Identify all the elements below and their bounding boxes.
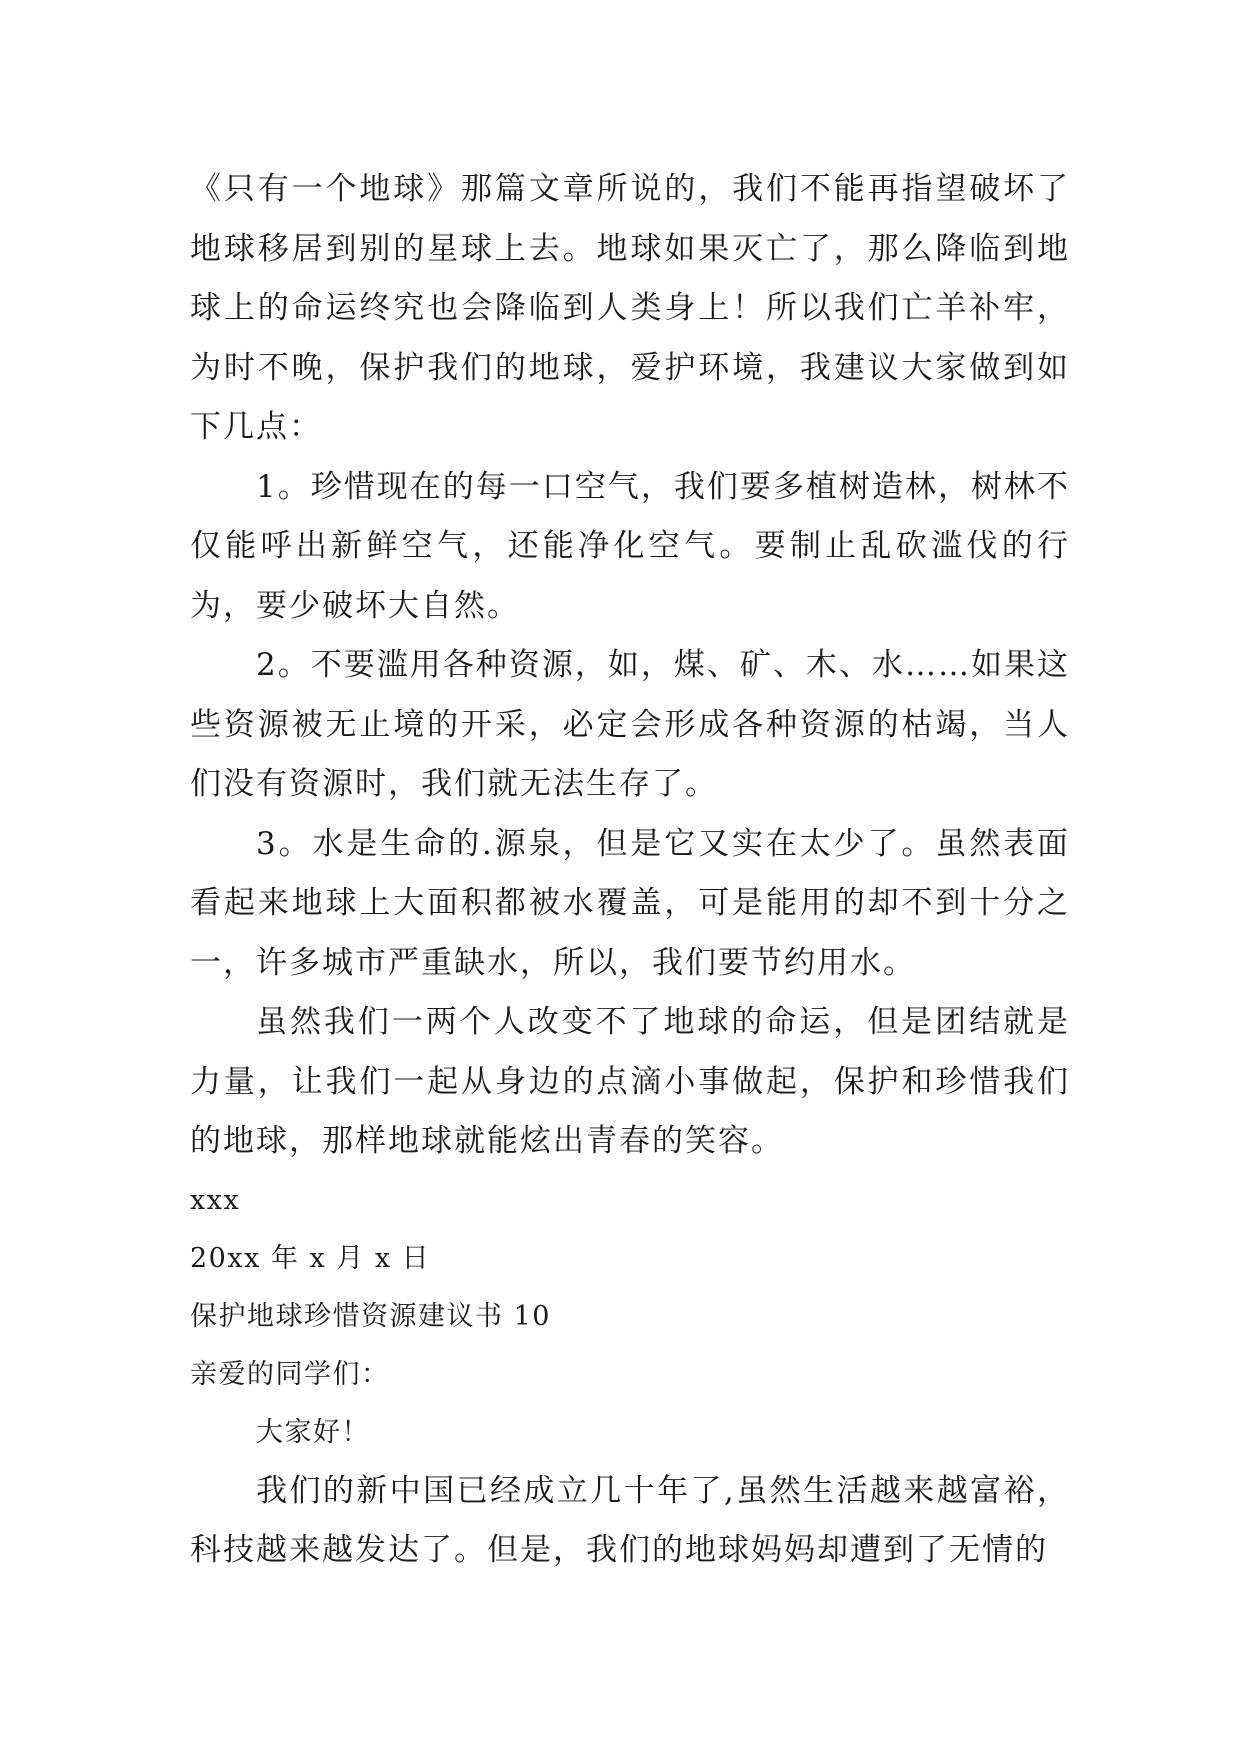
greeting: 大家好！	[256, 1416, 370, 1448]
salutation: 亲爱的同学们：	[190, 1358, 390, 1390]
paragraph-intro: 《只有一个地球》那篇文章所说的，我们不能再指望破坏了地球移居到别的星球上去。地球如果灭亡了，那么降临到地球上的命运终究也会降临到人类身上！所以我们亡羊补牢，为时不晚，保护我们的地球，爱护环境，我建议大家做到如下几点：	[190, 171, 1070, 445]
paragraph-conclusion: 虽然我们一两个人改变不了地球的命运，但是团结就是力量，让我们一起从身边的点滴小事做起，保护和珍惜我们的地球，那样地球就能炫出青春的笑容。	[190, 1004, 1070, 1159]
paragraph-next: 我们的新中国已经成立几十年了,虽然生活越来越富裕，科技越来越发达了。但是，我们的地球妈妈却遭到了无情的	[190, 1472, 1070, 1568]
paragraph-point-1: 1。珍惜现在的每一口空气，我们要多植树造林，树林不仅能呼出新鲜空气，还能净化空气。要制止乱砍滥伐的行为，要少破坏大自然。	[190, 468, 1070, 624]
document-body	[190, 160, 1070, 1581]
signature: xxx	[190, 1184, 241, 1216]
date: 20xx 年 x 月 x 日	[190, 1242, 431, 1274]
paragraph-point-3: 3。水是生命的.源泉，但是它又实在太少了。虽然表面看起来地球上大面积都被水覆盖，可是能用的却不到十分之一，许多城市严重缺水，所以，我们要节约用水。	[190, 825, 1070, 981]
section-title: 保护地球珍惜资源建议书 10	[190, 1300, 551, 1332]
paragraph-point-2: 2。不要滥用各种资源，如，煤、矿、木、水……如果这些资源被无止境的开采，必定会形成各种资源的枯竭，当人们没有资源时，我们就无法生存了。	[190, 647, 1070, 802]
